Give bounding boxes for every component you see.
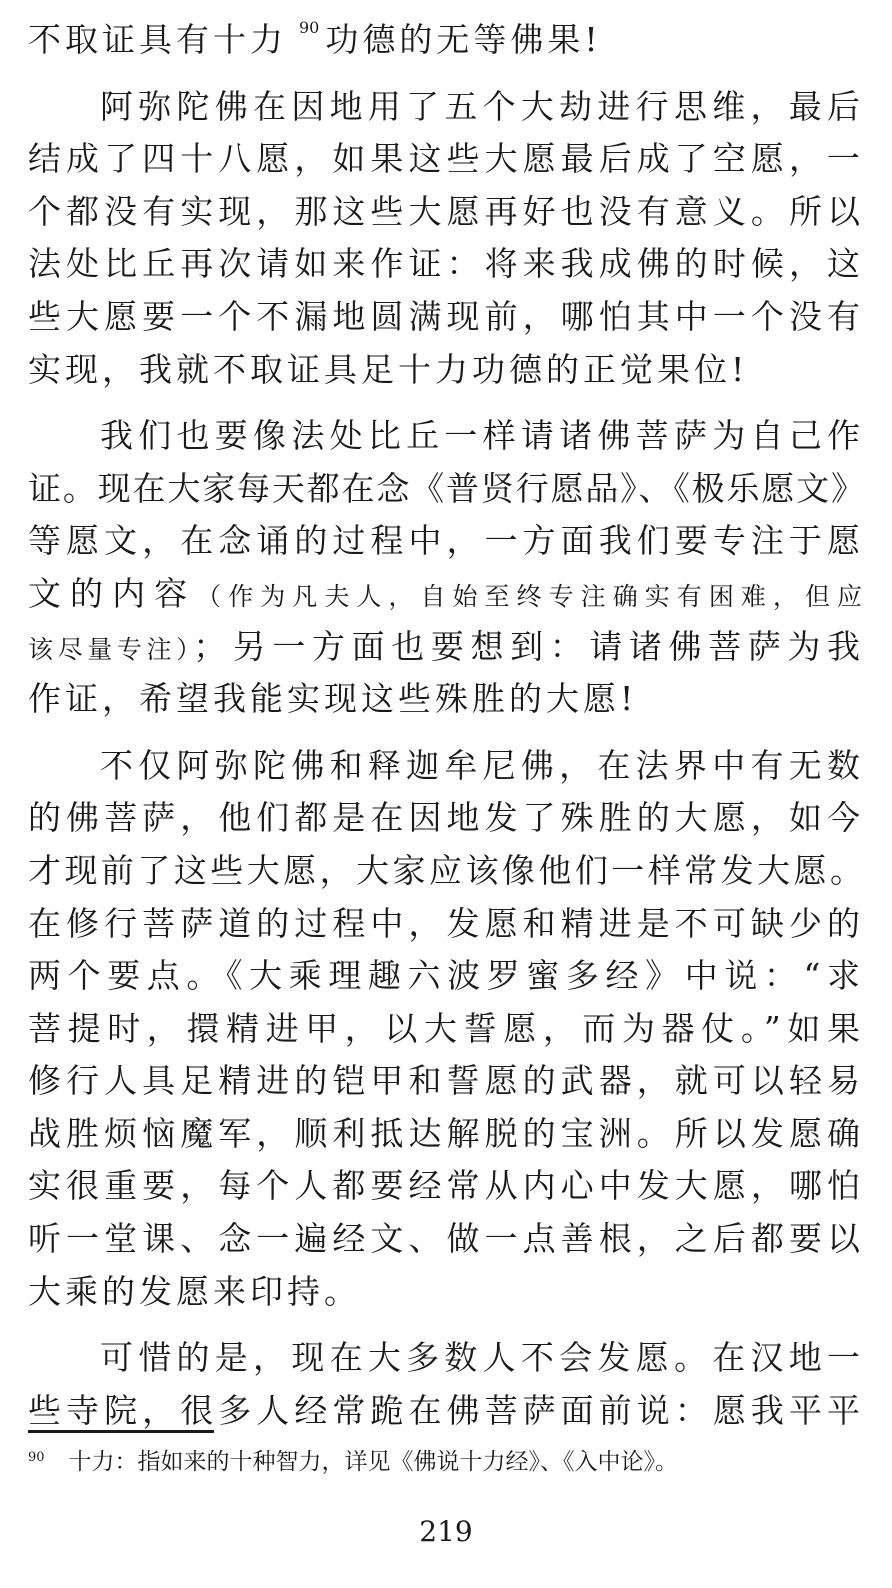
text-line: 可惜的是，现在大多数人不会发愿。在汉地一 [100,1338,864,1378]
parenthetical-note: 该尽量专注） [28,634,194,664]
text-line [28,14,864,67]
text-line: 战胜烦恼魔军，顺利抵达解脱的宝洲。所以发愿确 [28,1113,864,1153]
book-page [28,0,864,1588]
text-line: 等愿文，在念诵的过程中，一方面我们要专注于愿 [28,521,864,561]
text-span: 文的内容 [28,573,197,613]
footnote-divider [28,1430,214,1433]
text-line: 阿弥陀佛在因地用了五个大劫进行思维，最后 [100,86,864,126]
text-line: 听一堂课、念一遍经文、做一点善根，之后都要以 [28,1219,864,1259]
text-line: 大乘的发愿来印持。 [28,1271,361,1311]
text-line: 些寺院，很多人经常跪在佛菩萨面前说：愿我平平 [28,1390,864,1430]
footnote-text: 十力：指如来的十种智力，详见《佛说十力经》、《入中论》。 [68,1449,679,1475]
text-line: 结成了四十八愿，如果这些大愿最后成了空愿，一 [28,139,864,179]
text-line: 个都没有实现，那这些大愿再好也没有意义。所以 [28,191,864,231]
footnote [28,1440,864,1484]
text-line: 实很重要，每个人都要经常从内心中发大愿，哪怕 [28,1166,864,1206]
text-line: 不仅阿弥陀佛和释迦牟尼佛，在法界中有无数 [100,745,864,785]
footnote-number: 90 [28,1450,45,1465]
text-span: 不取证具有十力 [28,20,287,59]
text-line: 的佛菩萨，他们都是在因地发了殊胜的大愿，如今 [28,798,864,838]
text-line: 才现前了这些大愿，大家应该像他们一样常发大愿。 [28,850,864,890]
body-text [28,14,864,1437]
text-line: 在修行菩萨道的过程中，发愿和精进是不可缺少的 [28,903,864,943]
text-span: ；另一方面也要想到：请诸佛菩萨为我 [193,626,864,666]
text-line: 我们也要像法处比丘一样请诸佛菩萨为自己作 [100,416,864,456]
text-line: 作证，希望我能实现这些殊胜的大愿! [28,679,638,719]
text-line: 两个要点。《大乘理趣六波罗蜜多经》中说：“求 [28,956,864,996]
text-line: 实现，我就不取证具足十力功德的正觉果位! [28,349,749,389]
page-number: 219 [419,1515,473,1548]
text-line: 法处比丘再次请如来作证：将来我成佛的时候，这 [28,244,864,284]
text-span: 功德的无等佛果! [325,20,602,59]
text-line: 菩提时，擐精进甲，以大誓愿，而为器仗。”如果 [28,1008,864,1048]
text-line [28,568,864,621]
text-line: 些大愿要一个不漏地圆满现前，哪怕其中一个没有 [28,296,864,336]
text-line: 修行人具足精进的铠甲和誓愿的武器，就可以轻易 [28,1061,864,1101]
footnote-reference[interactable]: 90 [299,18,320,37]
text-line [28,621,864,674]
parenthetical-note: （作为凡夫人，自始至终专注确实有困难，但应 [196,581,864,611]
text-line: 证。现在大家每天都在念《普贤行愿品》、《极乐愿文》 [28,468,864,508]
